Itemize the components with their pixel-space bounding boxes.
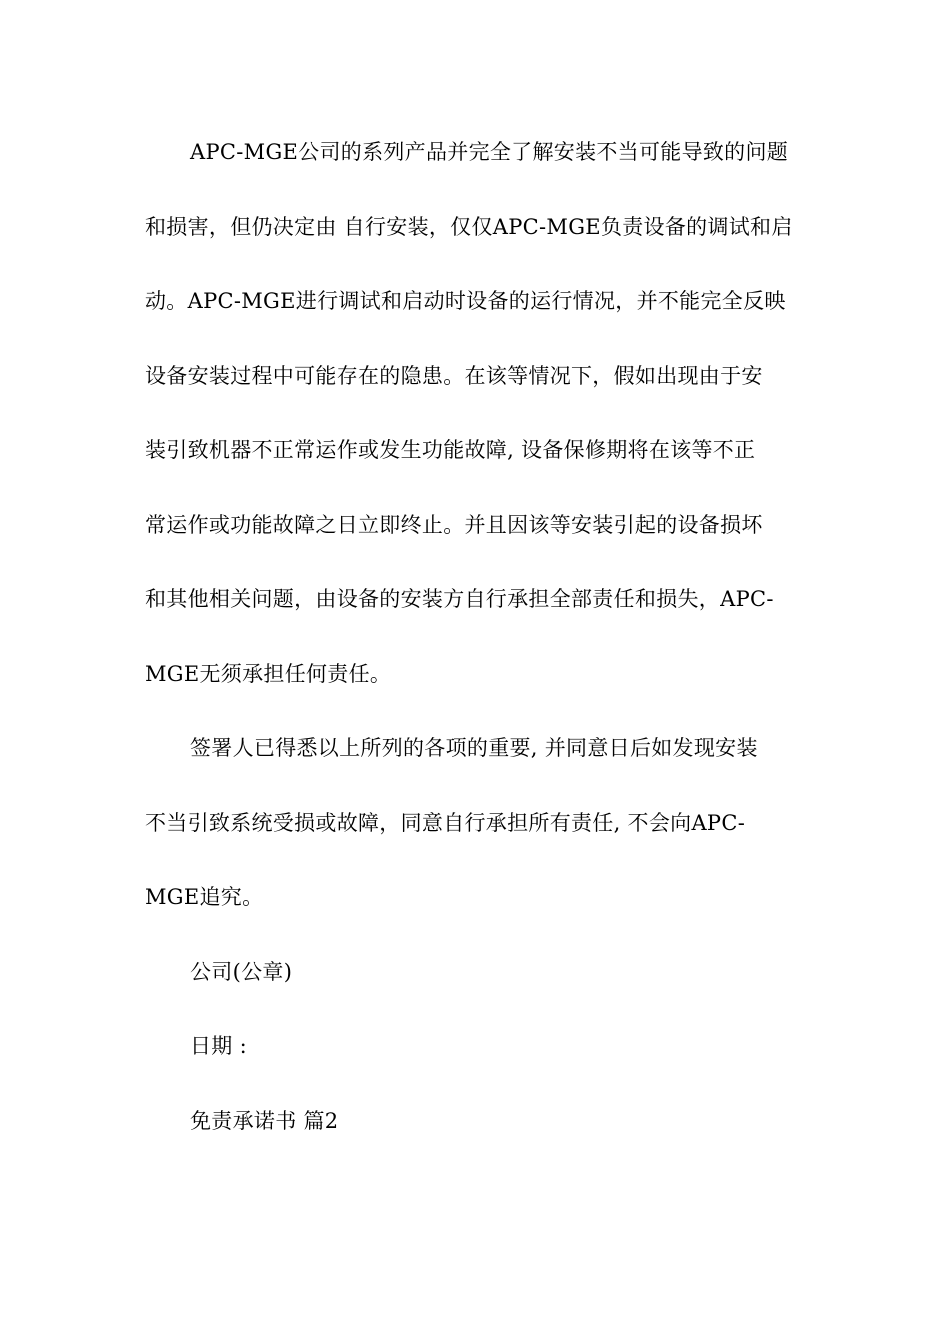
paragraph1-line: MGE无须承担任何责任。 bbox=[145, 662, 392, 686]
paragraph1-line: 设备安装过程中可能存在的隐患。在该等情况下，假如出现由于安 bbox=[145, 364, 763, 388]
paragraph1-line: 动。APC-MGE进行调试和启动时设备的运行情况，并不能完全反映 bbox=[145, 289, 786, 313]
paragraph1-line: 和损害，但仍决定由 自行安装，仅仅APC-MGE负责设备的调试和启 bbox=[145, 215, 793, 239]
paragraph2-line: MGE追究。 bbox=[145, 885, 264, 909]
date-label: 日期 : bbox=[190, 1034, 247, 1058]
paragraph2-line: 不当引致系统受损或故障，同意自行承担所有责任, 不会向APC- bbox=[145, 811, 746, 835]
company-seal-label: 公司(公章) bbox=[190, 960, 293, 984]
paragraph1-line: 和其他相关问题，由设备的安装方自行承担全部责任和损失，APC- bbox=[145, 587, 774, 611]
paragraph1-line: 常运作或功能故障之日立即终止。并且因该等安装引起的设备损坏 bbox=[145, 513, 763, 537]
paragraph2-line: 签署人已得悉以上所列的各项的重要, 并同意日后如发现安装 bbox=[190, 736, 758, 760]
paragraph1-line: APC-MGE公司的系列产品并完全了解安装不当可能导致的问题 bbox=[190, 140, 789, 164]
paragraph1-line: 装引致机器不正常运作或发生功能故障, 设备保修期将在该等不正 bbox=[145, 438, 756, 462]
section-heading: 免责承诺书 篇2 bbox=[190, 1109, 339, 1133]
